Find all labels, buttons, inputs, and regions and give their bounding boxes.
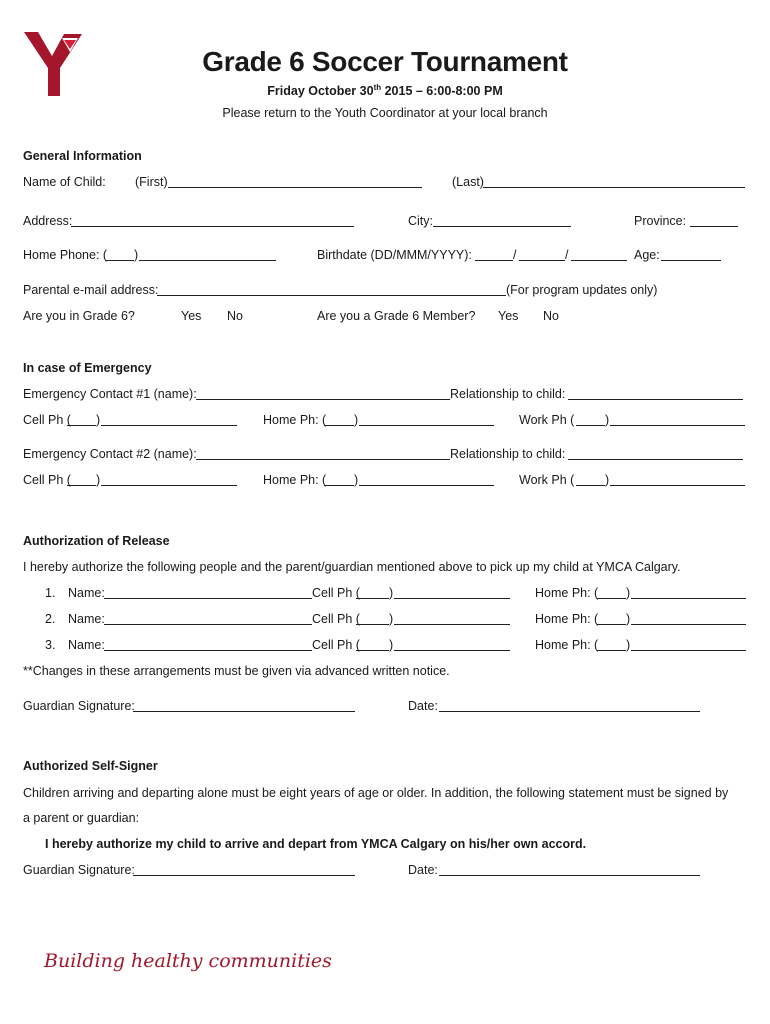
page-title: Grade 6 Soccer Tournament	[202, 46, 568, 77]
release3-cell-field[interactable]	[394, 650, 510, 651]
cell2-area-field[interactable]	[67, 485, 96, 486]
cell1-field[interactable]	[101, 425, 237, 426]
release-home-label: Home Ph: (	[535, 612, 599, 626]
home1-label: Home Ph: (	[263, 413, 327, 427]
slash: /	[565, 248, 569, 262]
birthdate-label: Birthdate (DD/MMM/YYYY):	[317, 248, 472, 262]
release1-home-field[interactable]	[631, 598, 746, 599]
paren-close: )	[605, 473, 610, 487]
member-question: Are you a Grade 6 Member?	[317, 309, 476, 323]
first-name-label: (First)	[135, 175, 168, 189]
release2-home-field[interactable]	[631, 624, 746, 625]
authorization-statement: I hereby authorize the following people and the parent/guardian mentioned above to pick up my child at YMCA Calgary.	[23, 560, 681, 574]
paren-close: )	[354, 413, 359, 427]
release3-name-field[interactable]	[104, 650, 312, 651]
release1-name-field[interactable]	[104, 598, 312, 599]
authorization-heading: Authorization of Release	[23, 534, 170, 548]
city-label: City:	[408, 214, 433, 228]
general-info-heading: General Information	[23, 149, 142, 163]
guardian-signature-label: Guardian Signature:	[23, 699, 135, 713]
paren-close: )	[354, 473, 359, 487]
member-yes-option[interactable]: Yes	[498, 309, 519, 323]
paren-close: )	[389, 612, 394, 626]
work2-field[interactable]	[610, 485, 745, 486]
return-note: Please return to the Youth Coordinator at your local branch	[222, 106, 548, 120]
release2-cell-field[interactable]	[394, 624, 510, 625]
cell2-label: Cell Ph (	[23, 473, 71, 487]
relationship2-field[interactable]	[568, 459, 743, 460]
relationship1-field[interactable]	[568, 399, 743, 400]
home-phone-area-field[interactable]	[106, 260, 134, 261]
paren-close: )	[134, 248, 139, 262]
paren-close: )	[626, 638, 631, 652]
cell2-field[interactable]	[101, 485, 237, 486]
release-name-label: Name:	[68, 638, 105, 652]
age-field[interactable]	[661, 260, 721, 261]
self-signer-text: Children arriving and departing alone must be eight years of age or older. In addition, the following statement must be signed by	[23, 786, 729, 800]
date-field[interactable]	[439, 711, 700, 712]
birth-month-field[interactable]	[519, 260, 565, 261]
province-field[interactable]	[690, 226, 738, 227]
self-date-label: Date:	[408, 863, 438, 877]
self-signer-statement: I hereby authorize my child to arrive and depart from YMCA Calgary on his/her own accord.	[45, 837, 587, 851]
paren-close: )	[389, 638, 394, 652]
work2-label: Work Ph (	[519, 473, 575, 487]
paren-close: )	[626, 586, 631, 600]
slash: /	[513, 248, 517, 262]
tagline: Building healthy communities	[44, 950, 332, 972]
emergency-contact1-field[interactable]	[196, 399, 450, 400]
self-signer-text: a parent or guardian:	[23, 811, 140, 825]
changes-note: **Changes in these arrangements must be given via advanced written notice.	[23, 664, 450, 678]
cell1-label: Cell Ph (	[23, 413, 71, 427]
release-name-label: Name:	[68, 586, 105, 600]
work1-label: Work Ph (	[519, 413, 575, 427]
release-name-label: Name:	[68, 612, 105, 626]
relationship2-label: Relationship to child:	[450, 447, 566, 461]
release2-cell-area-field[interactable]	[356, 624, 389, 625]
list-item-number: 3.	[45, 638, 56, 652]
release3-cell-area-field[interactable]	[356, 650, 389, 651]
home-phone-label: Home Phone: (	[23, 248, 108, 262]
self-date-field[interactable]	[439, 875, 700, 876]
paren-close: )	[605, 413, 610, 427]
birth-year-field[interactable]	[571, 260, 627, 261]
email-note: (For program updates only)	[506, 283, 658, 297]
first-name-field[interactable]	[168, 187, 422, 188]
release1-home-area-field[interactable]	[597, 598, 626, 599]
work1-field[interactable]	[610, 425, 745, 426]
home2-field[interactable]	[359, 485, 494, 486]
self-signer-heading: Authorized Self-Signer	[23, 759, 158, 773]
release-home-label: Home Ph: (	[535, 638, 599, 652]
emergency-contact2-label: Emergency Contact #2 (name):	[23, 447, 197, 461]
paren-close: )	[96, 413, 101, 427]
birth-day-field[interactable]	[475, 260, 513, 261]
event-date: Friday October 30th 2015 – 6:00-8:00 PM	[267, 82, 503, 98]
work2-area-field[interactable]	[576, 485, 605, 486]
last-name-field[interactable]	[483, 187, 745, 188]
address-label: Address:	[23, 214, 73, 228]
release-home-label: Home Ph: (	[535, 586, 599, 600]
address-field[interactable]	[71, 226, 354, 227]
cell1-area-field[interactable]	[67, 425, 96, 426]
emergency-heading: In case of Emergency	[23, 361, 152, 375]
province-label: Province:	[634, 214, 687, 228]
home1-field[interactable]	[359, 425, 494, 426]
release-cell-label: Cell Ph (	[312, 638, 360, 652]
release1-cell-area-field[interactable]	[356, 598, 389, 599]
paren-close: )	[96, 473, 101, 487]
emergency-contact1-label: Emergency Contact #1 (name):	[23, 387, 197, 401]
paren-close: )	[389, 586, 394, 600]
parental-email-label: Parental e-mail address:	[23, 283, 159, 297]
grade6-no-option[interactable]: No	[227, 309, 243, 323]
release-cell-label: Cell Ph (	[312, 612, 360, 626]
release-cell-label: Cell Ph (	[312, 586, 360, 600]
grade6-yes-option[interactable]: Yes	[181, 309, 202, 323]
self-guardian-signature-field[interactable]	[133, 875, 355, 876]
work1-area-field[interactable]	[576, 425, 605, 426]
grade6-question: Are you in Grade 6?	[23, 309, 135, 323]
relationship1-label: Relationship to child:	[450, 387, 566, 401]
list-item-number: 2.	[45, 612, 56, 626]
release2-home-area-field[interactable]	[597, 624, 626, 625]
release2-name-field[interactable]	[104, 624, 312, 625]
release1-cell-field[interactable]	[394, 598, 510, 599]
self-guardian-signature-label: Guardian Signature:	[23, 863, 135, 877]
home2-label: Home Ph: (	[263, 473, 327, 487]
paren-close: )	[626, 612, 631, 626]
name-of-child-label: Name of Child:	[23, 175, 106, 189]
date-label: Date:	[408, 699, 438, 713]
home1-area-field[interactable]	[324, 425, 354, 426]
list-item-number: 1.	[45, 586, 56, 600]
home-phone-field[interactable]	[139, 260, 276, 261]
release3-home-area-field[interactable]	[597, 650, 626, 651]
release3-home-field[interactable]	[631, 650, 746, 651]
member-no-option[interactable]: No	[543, 309, 559, 323]
city-field[interactable]	[433, 226, 571, 227]
home2-area-field[interactable]	[324, 485, 354, 486]
guardian-signature-field[interactable]	[133, 711, 355, 712]
age-label: Age:	[634, 248, 660, 262]
emergency-contact2-field[interactable]	[196, 459, 450, 460]
parental-email-field[interactable]	[157, 295, 506, 296]
last-name-label: (Last)	[452, 175, 484, 189]
